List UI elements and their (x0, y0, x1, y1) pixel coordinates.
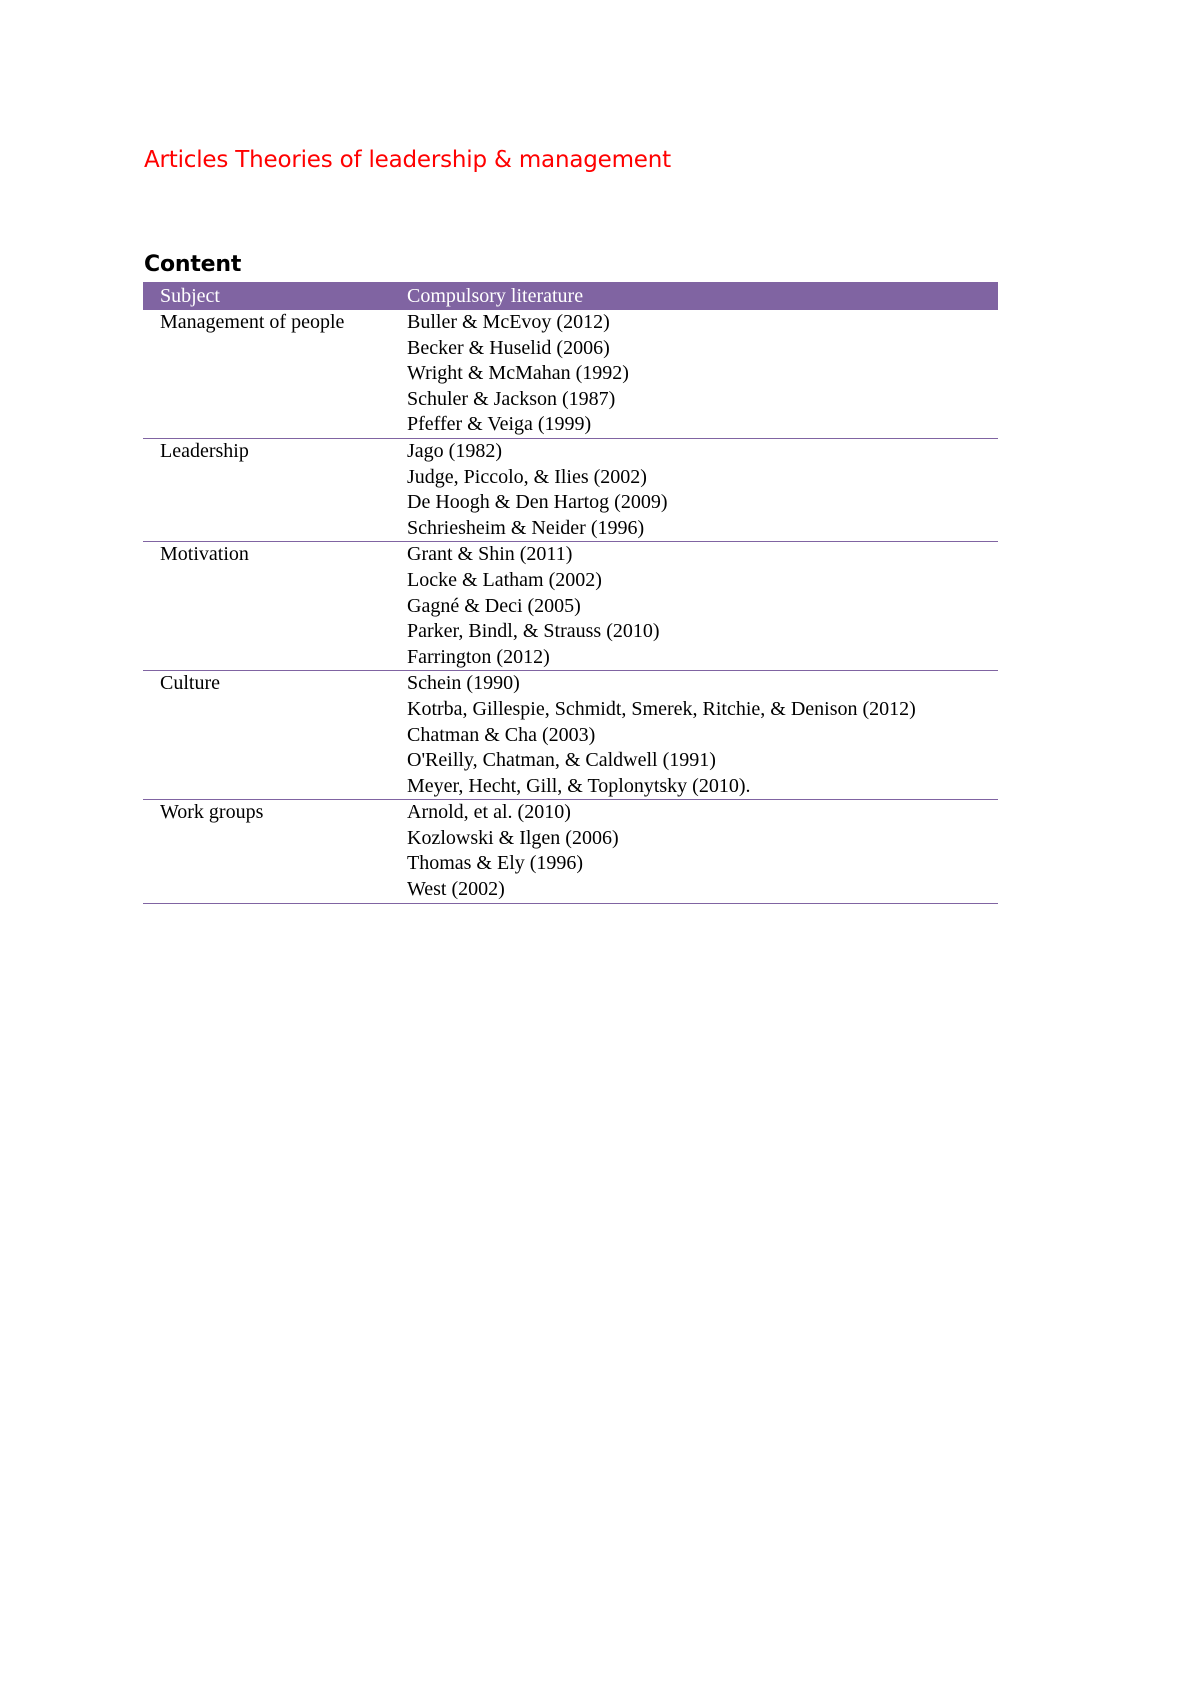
reference-item: Judge, Piccolo, & Ilies (2002) (407, 465, 647, 488)
reference-item: Kotrba, Gillespie, Schmidt, Smerek, Ritchie, & Denison (2012) (407, 697, 916, 720)
references-cell (407, 800, 998, 903)
table-header-row (143, 282, 998, 310)
reference-item: Kozlowski & Ilgen (2006) (407, 826, 619, 849)
subject-cell: Management of people (160, 311, 345, 333)
reference-item: Grant & Shin (2011) (407, 543, 573, 566)
reference-item: Jago (1982) (407, 439, 502, 462)
section-heading: Content (144, 252, 242, 277)
reference-item: Arnold, et al. (2010) (407, 801, 571, 824)
reference-item: West (2002) (407, 878, 505, 901)
table-row (143, 800, 998, 903)
header-literature: Compulsory literature (407, 285, 584, 307)
reference-item: Schuler & Jackson (1987) (407, 387, 616, 410)
reference-item: Becker & Huselid (2006) (407, 336, 610, 359)
reference-item: Chatman & Cha (2003) (407, 723, 596, 746)
reference-item: Locke & Latham (2002) (407, 568, 602, 591)
subject-cell: Motivation (160, 543, 249, 566)
reference-item: Parker, Bindl, & Strauss (2010) (407, 620, 660, 643)
references-cell (407, 310, 998, 438)
reference-item: Meyer, Hecht, Gill, & Toplonytsky (2010). (407, 774, 751, 797)
reference-item: Farrington (2012) (407, 645, 550, 668)
reference-item: Gagné & Deci (2005) (407, 594, 581, 617)
reference-item: Thomas & Ely (1996) (407, 852, 584, 875)
header-subject: Subject (160, 285, 220, 307)
reference-item: O'Reilly, Chatman, & Caldwell (1991) (407, 749, 716, 772)
reference-item: Pfeffer & Veiga (1999) (407, 413, 592, 436)
table-row (143, 542, 998, 671)
reference-item: Schriesheim & Neider (1996) (407, 516, 645, 539)
literature-table (143, 282, 998, 904)
reference-item: De Hoogh & Den Hartog (2009) (407, 491, 668, 514)
subject-cell: Culture (160, 672, 220, 695)
reference-item: Wright & McMahan (1992) (407, 362, 629, 385)
subject-cell: Leadership (160, 439, 249, 462)
table-body (143, 310, 998, 903)
references-cell (407, 438, 998, 541)
table-row (143, 438, 998, 541)
page-title: Articles Theories of leadership & management (144, 147, 671, 173)
reference-item: Buller & McEvoy (2012) (407, 311, 610, 333)
table-row (143, 671, 998, 800)
references-cell (407, 671, 998, 800)
subject-cell: Work groups (160, 801, 264, 824)
reference-item: Schein (1990) (407, 672, 520, 695)
references-cell (407, 542, 998, 671)
table-row (143, 310, 998, 438)
